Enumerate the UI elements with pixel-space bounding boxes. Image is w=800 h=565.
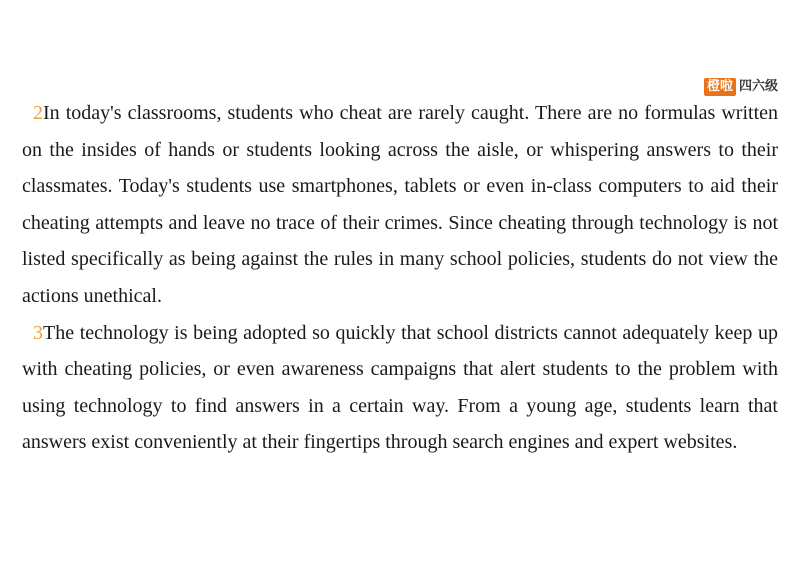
brand-logo <box>704 78 778 96</box>
paragraph-number: 3 <box>33 321 43 344</box>
paragraph-number: 2 <box>33 102 43 124</box>
brand-level-text: 四六级 <box>738 79 778 94</box>
reading-passage <box>22 95 778 461</box>
paragraph-3 <box>22 315 778 461</box>
paragraph-text: In today's classrooms, students who cheat are rarely caught. There are no formulas written on the insides of hands or students looking across the aisle, or whispering answers to their classmates. Today's students use smartphones, tablets or even in-class computers to aid their cheating attempts and leave no trace of their crimes. Since cheating through technology is not listed specifically as being against the rules in many school policies, students do not view the actions unethical. <box>22 102 778 307</box>
brand-logo-text: 橙啦 <box>704 78 736 96</box>
paragraph-text: The technology is being adopted so quickly that school districts cannot adequately keep up with cheating policies, or even awareness campaigns that alert students to the problem with using technology to find answers in a certain way. From a young age, students learn that answers exist conveniently at their fingertips through search engines and expert websites. <box>22 321 778 454</box>
paragraph-2 <box>22 95 778 315</box>
